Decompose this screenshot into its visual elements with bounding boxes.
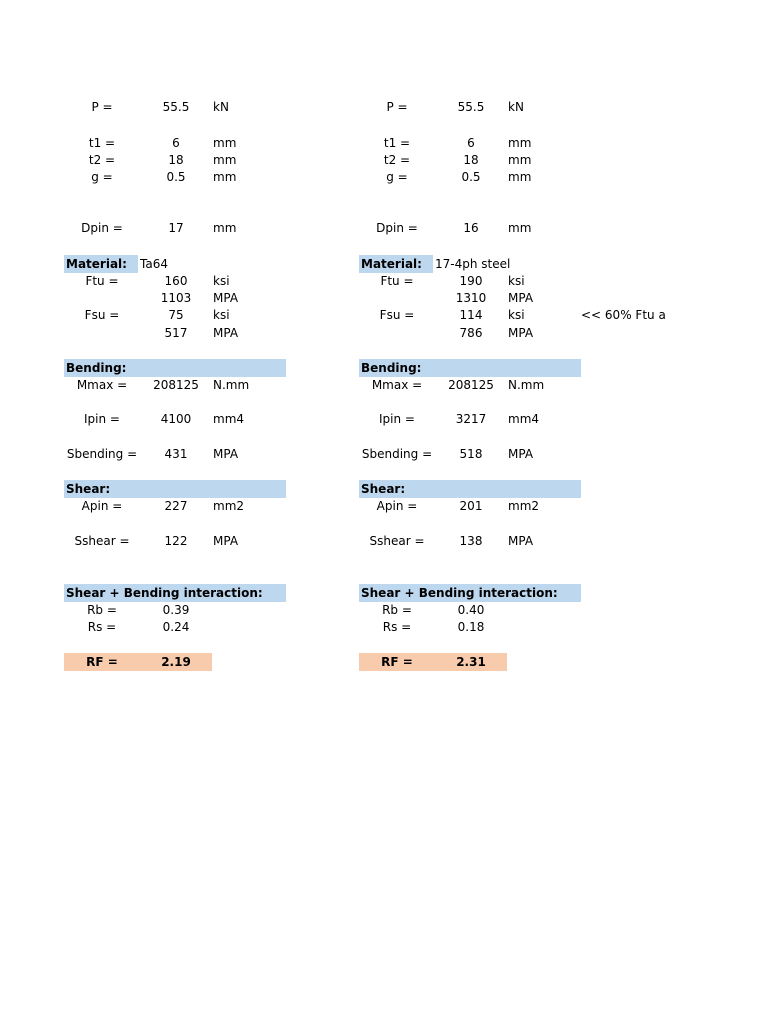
mmax-unit: N.mm: [508, 378, 545, 392]
apin-label: Apin =: [376, 499, 418, 513]
right-calculation-sheet: [295, 0, 715, 700]
fsu-mpa-value: 517: [164, 326, 188, 340]
shear-header: Shear:: [361, 482, 406, 496]
mmax-value: 208125: [448, 378, 494, 392]
t1-unit: mm: [213, 136, 237, 150]
apin-value: 201: [459, 499, 483, 513]
p-label: P =: [386, 100, 408, 114]
p-value: 55.5: [457, 100, 485, 114]
rf-value: 2.19: [161, 655, 191, 669]
ftu-unit: ksi: [508, 274, 525, 288]
t2-label: t2 =: [88, 153, 116, 167]
fsu-label: Fsu =: [84, 308, 120, 322]
g-label: g =: [91, 170, 113, 184]
ipin-label: Ipin =: [84, 412, 120, 426]
sbending-unit: MPA: [213, 447, 239, 461]
rf-value: 2.31: [456, 655, 486, 669]
ftu-mpa-unit: MPA: [213, 291, 239, 305]
rs-label: Rs =: [87, 620, 117, 634]
fsu-value: 114: [459, 308, 483, 322]
rb-value: 0.40: [457, 603, 485, 617]
p-value: 55.5: [162, 100, 190, 114]
material-value: Ta64: [140, 257, 168, 271]
rf-label: RF =: [86, 655, 118, 669]
material-header: Material:: [361, 257, 422, 271]
p-label: P =: [91, 100, 113, 114]
sshear-unit: MPA: [508, 534, 534, 548]
t1-value: 6: [172, 136, 180, 150]
mmax-unit: N.mm: [213, 378, 250, 392]
material-value: 17-4ph steel: [435, 257, 511, 271]
apin-unit: mm2: [508, 499, 540, 513]
dpin-unit: mm: [508, 221, 532, 235]
t2-value: 18: [168, 153, 184, 167]
g-value: 0.5: [166, 170, 186, 184]
fsu-note: << 60% Ftu a: [581, 308, 666, 322]
ftu-label: Ftu =: [85, 274, 119, 288]
fsu-mpa-unit: MPA: [213, 326, 239, 340]
g-label: g =: [386, 170, 408, 184]
mmax-label: Mmax =: [371, 378, 423, 392]
dpin-value: 16: [463, 221, 479, 235]
g-value: 0.5: [461, 170, 481, 184]
rs-value: 0.24: [162, 620, 190, 634]
sshear-unit: MPA: [213, 534, 239, 548]
ftu-unit: ksi: [213, 274, 230, 288]
material-header: Material:: [66, 257, 127, 271]
t1-label: t1 =: [88, 136, 116, 150]
sbending-value: 518: [459, 447, 483, 461]
sshear-value: 138: [459, 534, 483, 548]
rb-value: 0.39: [162, 603, 190, 617]
t2-unit: mm: [213, 153, 237, 167]
fsu-mpa-value: 786: [459, 326, 483, 340]
rb-label: Rb =: [87, 603, 117, 617]
fsu-mpa-unit: MPA: [508, 326, 534, 340]
rf-label: RF =: [381, 655, 413, 669]
g-unit: mm: [508, 170, 532, 184]
ipin-unit: mm4: [508, 412, 540, 426]
ftu-mpa-unit: MPA: [508, 291, 534, 305]
dpin-label: Dpin =: [376, 221, 418, 235]
ipin-value: 4100: [160, 412, 192, 426]
fsu-value: 75: [168, 308, 184, 322]
ftu-mpa-value: 1310: [455, 291, 487, 305]
p-unit: kN: [213, 100, 229, 114]
apin-value: 227: [164, 499, 188, 513]
ftu-mpa-value: 1103: [160, 291, 192, 305]
sshear-value: 122: [164, 534, 188, 548]
rs-value: 0.18: [457, 620, 485, 634]
left-calculation-sheet: [0, 0, 300, 700]
p-unit: kN: [508, 100, 524, 114]
t1-unit: mm: [508, 136, 532, 150]
bending-header: Bending:: [361, 361, 422, 375]
t2-label: t2 =: [383, 153, 411, 167]
rb-label: Rb =: [382, 603, 412, 617]
sbending-value: 431: [164, 447, 188, 461]
sshear-label: Sshear =: [74, 534, 130, 548]
fsu-unit: ksi: [508, 308, 525, 322]
t2-unit: mm: [508, 153, 532, 167]
fsu-label: Fsu =: [379, 308, 415, 322]
ipin-unit: mm4: [213, 412, 245, 426]
apin-label: Apin =: [81, 499, 123, 513]
ftu-label: Ftu =: [380, 274, 414, 288]
mmax-value: 208125: [153, 378, 199, 392]
fsu-unit: ksi: [213, 308, 230, 322]
rs-label: Rs =: [382, 620, 412, 634]
shear-header: Shear:: [66, 482, 111, 496]
sbending-label: Sbending =: [66, 447, 138, 461]
t1-label: t1 =: [383, 136, 411, 150]
t1-value: 6: [467, 136, 475, 150]
dpin-unit: mm: [213, 221, 237, 235]
ipin-value: 3217: [455, 412, 487, 426]
ftu-value: 160: [164, 274, 188, 288]
apin-unit: mm2: [213, 499, 245, 513]
ftu-value: 190: [459, 274, 483, 288]
sshear-label: Sshear =: [369, 534, 425, 548]
sbending-label: Sbending =: [361, 447, 433, 461]
t2-value: 18: [463, 153, 479, 167]
ipin-label: Ipin =: [379, 412, 415, 426]
interaction-header: Shear + Bending interaction:: [66, 586, 263, 600]
dpin-value: 17: [168, 221, 184, 235]
mmax-label: Mmax =: [76, 378, 128, 392]
sbending-unit: MPA: [508, 447, 534, 461]
bending-header: Bending:: [66, 361, 127, 375]
interaction-header: Shear + Bending interaction:: [361, 586, 558, 600]
dpin-label: Dpin =: [81, 221, 123, 235]
g-unit: mm: [213, 170, 237, 184]
